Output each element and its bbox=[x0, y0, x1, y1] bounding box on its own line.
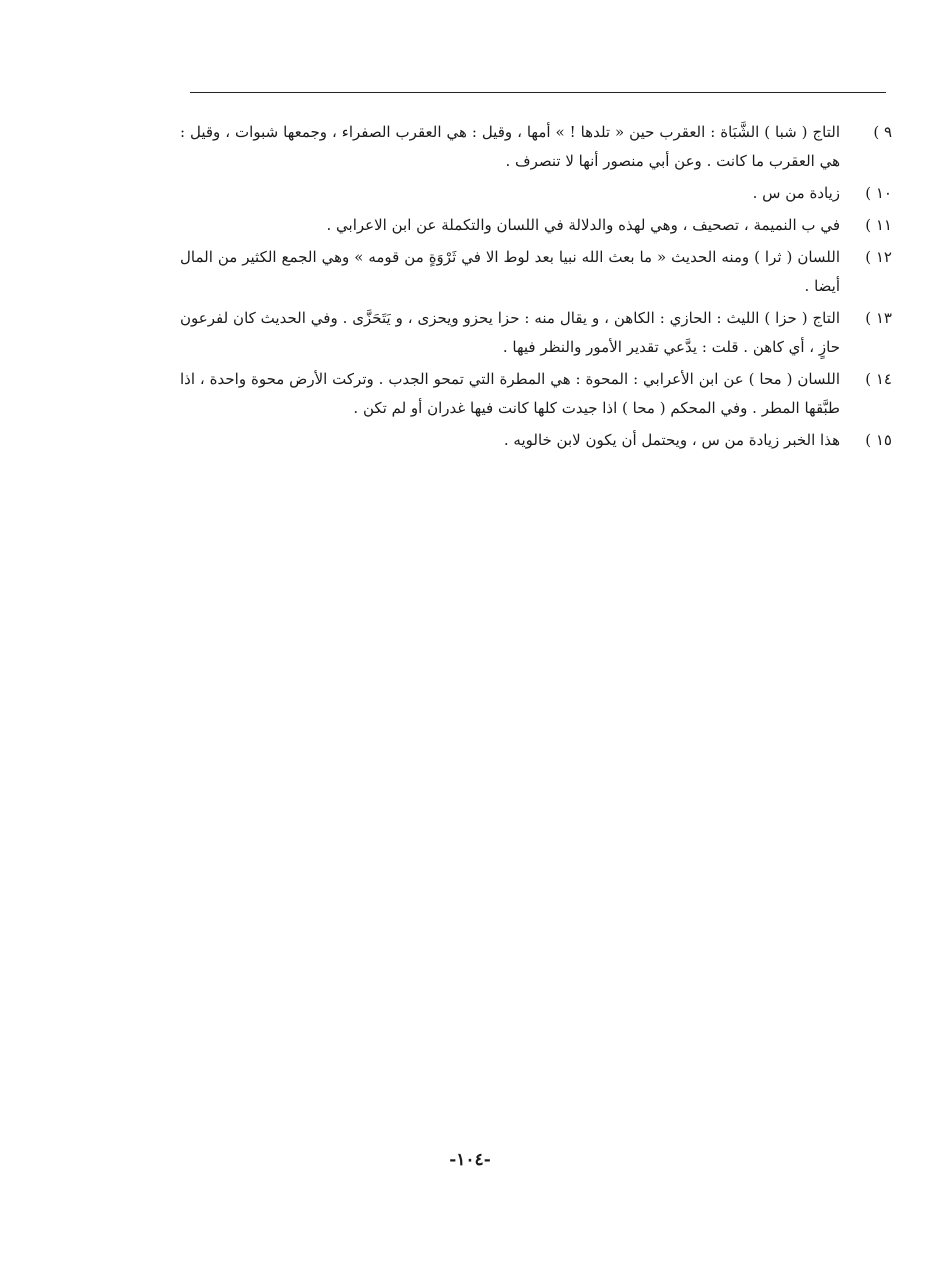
footnote-text: هذا الخبر زيادة من س ، ويحتمل أن يكون لابن خالويه . bbox=[503, 431, 840, 449]
footnotes-list bbox=[180, 118, 892, 458]
footnote-text: اللسان ( محا ) عن ابن الأعرابي : المحوة : هي المطرة التي تمحو الجدب . وتركت الأرض محوة واحدة ، اذا طبَّقها المطر . وفي المحكم ( محا ) اذا جيدت كلها كانت فيها غدران أو لم تكن . bbox=[180, 370, 840, 417]
footnote bbox=[180, 179, 892, 208]
footnote-text: زيادة من س . bbox=[752, 184, 840, 202]
footnote-number: ١٥ ) bbox=[865, 431, 892, 449]
footnote bbox=[180, 365, 892, 423]
header-rule bbox=[190, 92, 886, 93]
footnote-text: اللسان ( ثرا ) ومنه الحديث « ما بعث الله نبيا بعد لوط الا في ثَرْوَةٍ من قومه » وهي الجمع الكثير من المال أيضا . bbox=[180, 248, 840, 295]
footnote-number: ١٣ ) bbox=[865, 309, 892, 327]
footnote bbox=[180, 211, 892, 240]
footnote-number: ١٠ ) bbox=[865, 184, 892, 202]
footnote-number: ١٢ ) bbox=[865, 248, 892, 266]
footnote-number: ١١ ) bbox=[865, 216, 892, 234]
footnote-text: التاج ( شبا ) الشَّبَاة : العقرب حين « تلدها ! » أمها ، وقيل : هي العقرب الصفراء ، وجمعها شبوات ، وقيل : هي العقرب ما كانت . وعن أبي منصور أنها لا تنصرف . bbox=[180, 123, 840, 170]
footnote-number: ١٤ ) bbox=[865, 370, 892, 388]
footnote bbox=[180, 243, 892, 301]
footnote bbox=[180, 118, 892, 176]
footnote-text: التاج ( حزا ) الليث : الحازي : الكاهن ، و يقال منه : حزا يحزو ويحزى ، و يَتَحَزَّى . وفي الحديث كان لفرعون حازٍ ، أي كاهن . قلت : يدَّعي تقدير الأمور والنظر فيها . bbox=[180, 309, 840, 356]
footnote bbox=[180, 426, 892, 455]
footnote bbox=[180, 304, 892, 362]
footnote-text: في ب النميمة ، تصحيف ، وهي لهذه والدلالة في اللسان والتكملة عن ابن الاعرابي . bbox=[326, 216, 840, 234]
footnote-number: ٩ ) bbox=[873, 123, 892, 141]
page-number: -١٠٤- bbox=[449, 1150, 491, 1170]
